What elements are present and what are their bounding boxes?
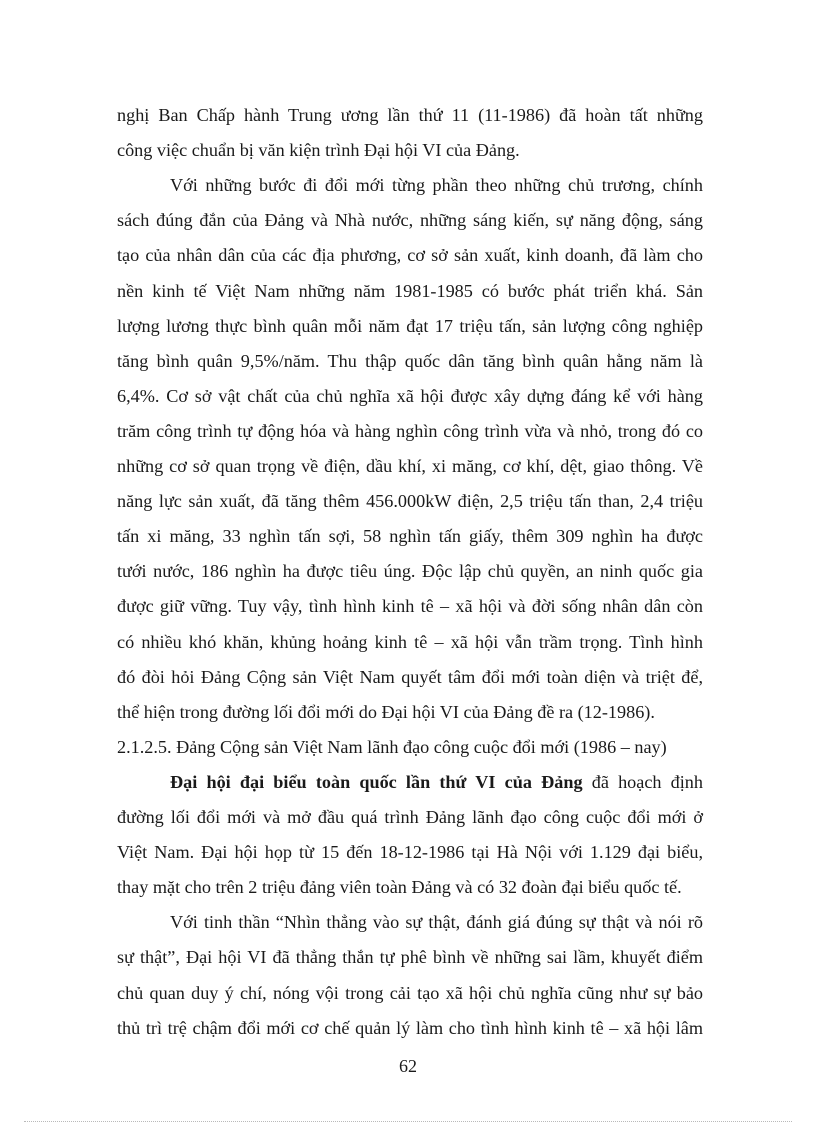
text-line: 6,4%. Cơ sở vật chất của chủ nghĩa xã hội được xây dựng đáng kể với hàng — [117, 385, 703, 406]
text-line: nghị Ban Chấp hành Trung ương lần thứ 11 (11-1986) đã hoàn tất những — [117, 105, 703, 125]
text-line: Với những bước đi đổi mới từng phần theo những chủ trương, chính — [170, 175, 703, 196]
text-line — [170, 770, 703, 794]
text-line: có nhiều khó khăn, khủng hoảng kinh tê – xã hội vẫn trầm trọng. Tình hình — [117, 631, 703, 652]
text-line: sự thật”, Đại hội VI đã thẳng thắn tự phê bình về những sai lầm, khuyết điểm — [117, 947, 703, 968]
section-heading: 2.1.2.5. Đảng Cộng sản Việt Nam lãnh đạo công cuộc đổi mới (1986 – nay) — [117, 736, 667, 757]
text-line: những cơ sở quan trọng về điện, dầu khí, xi măng, cơ khí, dệt, giao thông. Về — [117, 456, 703, 476]
text-line: trăm công trình tự động hóa và hàng nghìn công trình vừa và nhỏ, trong đó co — [117, 420, 703, 441]
text-line: đó đòi hỏi Đảng Cộng sản Việt Nam quyết tâm đổi mới toàn diện và triệt để, — [117, 666, 703, 687]
text-line: nền kinh tế Việt Nam những năm 1981-1985 có bước phát triển khá. Sản — [117, 280, 703, 301]
text-line: tưới nước, 186 nghìn ha được tiêu úng. Độc lập chủ quyền, an ninh quốc gia — [117, 561, 703, 582]
text-line: năng lực sản xuất, đã tăng thêm 456.000kW điện, 2,5 triệu tấn than, 2,4 triệu — [117, 491, 703, 512]
text-line: Việt Nam. Đại hội họp từ 15 đến 18-12-1986 tại Hà Nội với 1.129 đại biểu, — [117, 842, 703, 863]
text-line: được giữ vững. Tuy vậy, tình hình kinh tê – xã hội và đời sống nhân dân còn — [117, 596, 703, 617]
text-line: lượng lương thực bình quân mỗi năm đạt 17 triệu tấn, sản lượng công nghiệp — [117, 315, 703, 336]
text-line: sách đúng đắn của Đảng và Nhà nước, những sáng kiến, sự năng động, sáng — [117, 210, 703, 231]
text-span: đã hoạch định — [591, 771, 703, 792]
text-line: thủ trì trệ chậm đổi mới cơ chế quản lý làm cho tình hình kinh tê – xã hội lâm — [117, 1017, 703, 1038]
page-bottom-divider — [24, 1121, 792, 1122]
text-line: đường lối đổi mới và mở đầu quá trình Đảng lãnh đạo công cuộc đổi mới ở — [117, 807, 703, 827]
page-number: 62 — [399, 1056, 417, 1076]
text-line: Với tinh thần “Nhìn thẳng vào sự thật, đánh giá đúng sự thật và nói rõ — [170, 912, 703, 933]
text-line: tăng bình quân 9,5%/năm. Thu thập quốc dân tăng bình quân hằng năm là — [117, 350, 703, 371]
text-line: chủ quan duy ý chí, nóng vội trong cải tạo xã hội chủ nghĩa cũng như sự bảo — [117, 982, 703, 1003]
text-line: thể hiện trong đường lối đổi mới do Đại hội VI của Đảng đề ra (12-1986). — [117, 701, 655, 722]
text-line: tạo của nhân dân của các địa phương, cơ sở sản xuất, kinh doanh, đã làm cho — [117, 245, 703, 266]
bold-lead: Đại hội đại biểu toàn quốc lần thứ VI của Đảng — [170, 771, 583, 792]
text-line: công việc chuẩn bị văn kiện trình Đại hội VI của Đảng. — [117, 140, 520, 161]
text-line: thay mặt cho trên 2 triệu đảng viên toàn Đảng và có 32 đoàn đại biểu quốc tế. — [117, 877, 682, 898]
text-line: tấn xi măng, 33 nghìn tấn sợi, 58 nghìn tấn giấy, thêm 309 nghìn ha được — [117, 526, 703, 547]
